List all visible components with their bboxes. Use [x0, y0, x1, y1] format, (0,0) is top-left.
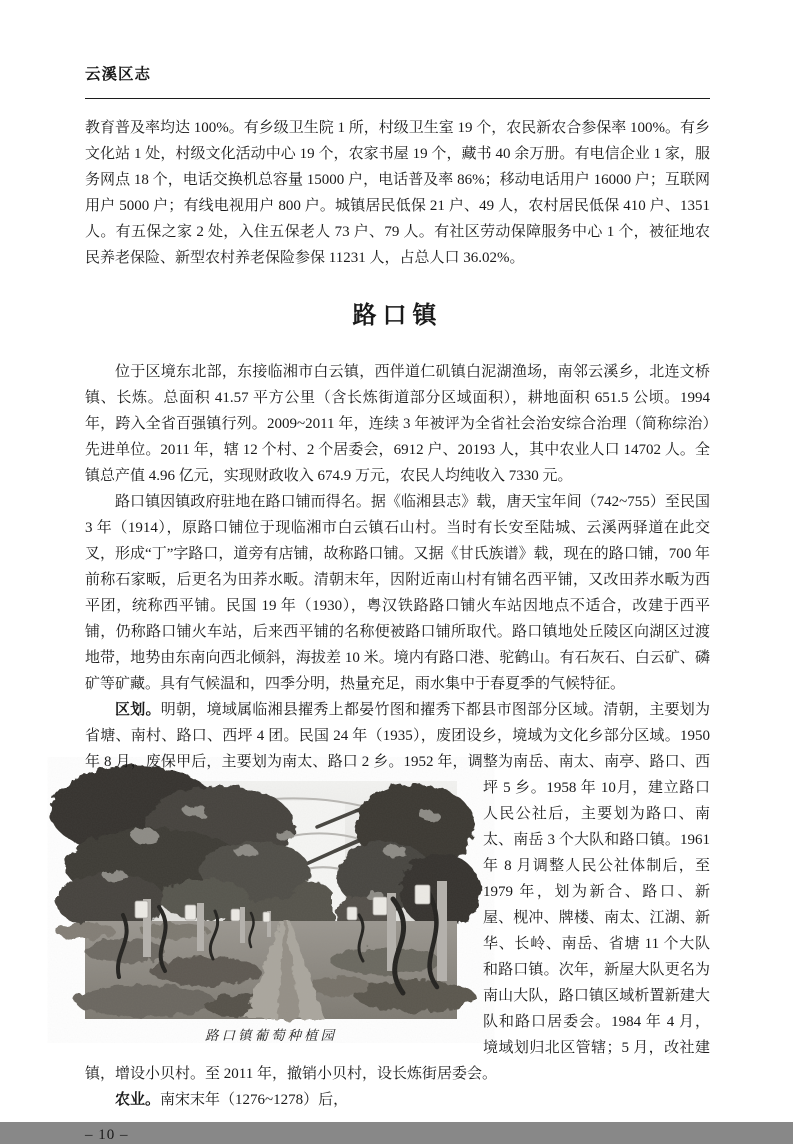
districting-paragraph — [85, 697, 710, 1087]
districting-text-after-figure: 月，建立路口人民公社后，主要划为路口、南太、南岳 3 个大队和路口镇。1961 年 8 月调整人民公社体制后，至 1979 年，划为新合、路口、新屋、枧冲、牌楼、南太、江湖、新华、长岭、南岳、省塘 11 个大队和路口镇。次年，新屋大队更名为南山大队，路口镇区域析置新建大队和路口居委会。1984 年 4 月，境域划归北区管辖；5 月，改社建镇，增设小贝村。至 2011 年，撤销小贝村，设长炼街居委会。 — [85, 780, 710, 1082]
history-paragraph: 路口镇因镇政府驻地在路口铺而得名。据《临湘县志》载，唐天宝年间（742~755）至民国 3 年（1914），原路口铺位于现临湘市白云镇石山村。当时有长安至陆城、云溪两驿道在此交叉，形成“丁”字路口，道旁有店铺，故称路口铺。又据《甘氏族谱》载，现在的路口铺，700 年前称石家畈，后更名为田荞水畈。清朝末年，因附近南山村有铺名西平铺，又改田荞水畈为西平团，统称西平铺。民国 19 年（1930），粤汉铁路路口铺火车站因地点不适合，改建于西平铺，仍称路口铺火车站，后来西平铺的名称便被路口铺所取代。路口镇地处丘陵区向湖区过渡地带，地势由东南向西北倾斜，海拔差 10 米。境内有路口港、驼鹤山。有石灰石、白云矿、磷矿等矿藏。具有气候温和，四季分明，热量充足，雨水集中于春夏季的气候特征。 — [85, 494, 710, 692]
agriculture-text: 南宋末年（1276~1278）后， — [160, 1092, 349, 1108]
section-title: 路口镇 — [352, 302, 443, 329]
agriculture-paragraph — [85, 1087, 710, 1113]
vineyard-photo-image — [85, 781, 457, 1019]
book-title: 云溪区志 — [85, 66, 152, 83]
agriculture-label: 农业。 — [115, 1091, 161, 1108]
location-paragraph: 位于区境东北部，东接临湘市白云镇，西伴道仁矶镇白泥湖渔场，南邻云溪乡，北连文桥镇、长炼。总面积 41.57 平方公里（含长炼街道部分区域面积），耕地面积 651.5 公顷。1994 年，跨入全省百强镇行列。2009~2011 年，连续 3 年被评为全省社会治安综合治理（简称综治）先进单位。2011 年，辖 12 个村、2 个居委会，6912 户、20193 人，其中农业人口 14702 人。全镇总产值 4.96 亿元，实现财政收入 674.9 万元，农民人均纯收入 7330 元。 — [85, 364, 710, 484]
figure-caption: 路口镇葡萄种植园 — [205, 1028, 337, 1043]
vineyard-photo — [85, 781, 457, 1019]
page-header — [85, 0, 710, 99]
page-number: – 10 – — [85, 1127, 129, 1143]
intro-paragraph: 教育普及率均达 100%。有乡级卫生院 1 所，村级卫生室 19 个，农民新农合参保率 100%。有乡文化站 1 处，村级文化活动中心 19 个，农家书屋 19 个，藏书 40 余万册。有电信企业 1 家，服务网点 18 个，电话交换机总容量 15000 户，电话普及率 86%；移动电话用户 16000 户；互联网用户 5000 户；有线电视用户 800 户。城镇居民低保 21 户、49 人，农村居民低保 410 户、1351 人。有五保之家 2 处，入住五保老人 73 户、79 人。有社区劳动保障服务中心 1 个，被征地农民养老保险、新型农村养老保险参保 11231 人，占总人口 36.02%。 — [85, 120, 710, 266]
vineyard-figure — [85, 781, 457, 1045]
districting-text-before-figure: 明朝，境域属临湘县擢秀上都晏竹图和擢秀下都县市图部分区域。清朝，主要划为省塘、南村、路口、西坪 4 团。民国 24 年（1935），废团设乡，境域为文化乡部分区域。1950 年 8 月，废保甲后，主要划为南太、路口 2 乡。1952 年，调整为南岳、南太、南亭、路口、西坪 5 乡。1958 年 10 — [85, 702, 710, 796]
page-content — [85, 0, 710, 1144]
districting-label: 区划。 — [115, 701, 161, 718]
